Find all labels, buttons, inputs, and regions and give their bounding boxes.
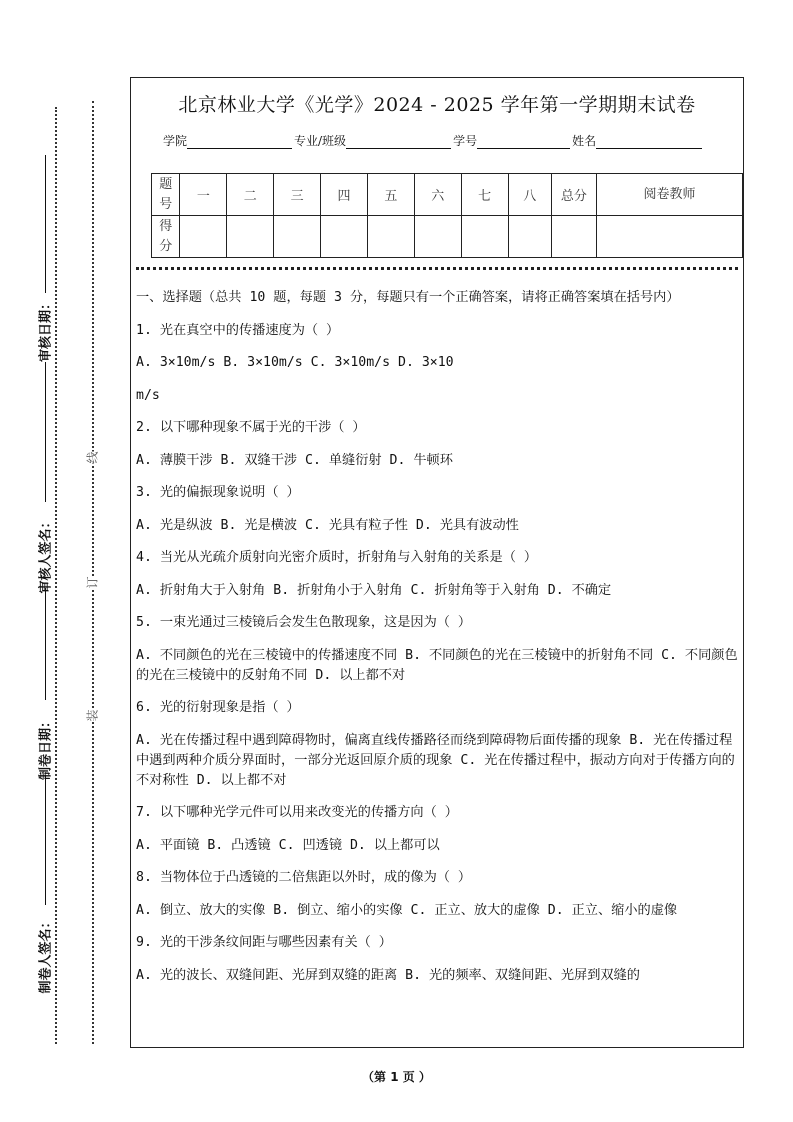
cut-dotted-line bbox=[92, 101, 94, 1044]
question-text: 8. 当物体位于凸透镜的二倍焦距以外时，成的像为（ ） bbox=[136, 870, 472, 885]
name-label: 姓名 bbox=[572, 134, 597, 148]
score-cell[interactable] bbox=[596, 216, 742, 258]
signature-line bbox=[45, 155, 46, 293]
review-date-label: 审核日期： bbox=[38, 297, 54, 363]
student-info-line bbox=[163, 132, 704, 149]
binding-dotted-line bbox=[55, 107, 57, 1044]
header-cell: 三 bbox=[274, 174, 321, 216]
score-cell[interactable] bbox=[180, 216, 227, 258]
question-options: A. 3×10m/s B. 3×10m/s C. 3×10m/s D. 3×10 bbox=[136, 355, 454, 370]
question-options: A. 薄膜干涉 B. 双缝干涉 C. 单缝衍射 D. 牛顿环 bbox=[136, 452, 453, 468]
cut-mark-mount: 装 bbox=[83, 709, 102, 721]
score-cell[interactable] bbox=[551, 216, 596, 258]
score-cell[interactable] bbox=[274, 216, 321, 258]
question-section bbox=[136, 288, 741, 986]
question-options: A. 不同颜色的光在三棱镜中的传播速度不同 B. 不同颜色的光在三棱镜中的折射角不同 C. 不同颜色的光在三棱镜中的反射角不同 D. 以上都不对 bbox=[136, 647, 738, 683]
score-cell[interactable] bbox=[227, 216, 274, 258]
question-text: 7. 以下哪种光学元件可以用来改变光的传播方向（ ） bbox=[136, 805, 458, 820]
header-cell: 五 bbox=[367, 174, 414, 216]
score-table-score-row bbox=[152, 216, 743, 258]
header-cell: 二 bbox=[227, 174, 274, 216]
major-class-label: 专业/班级 bbox=[294, 134, 347, 148]
question-text: 4. 当光从光疏介质射向光密介质时，折射角与入射角的关系是（ ） bbox=[136, 550, 538, 565]
name-field[interactable] bbox=[596, 136, 702, 149]
signature-line bbox=[45, 775, 46, 905]
header-cell: 阅卷教师 bbox=[596, 174, 742, 216]
question-options: A. 倒立、放大的实像 B. 倒立、缩小的实像 C. 正立、放大的虚像 D. 正立、缩小的虚像 bbox=[136, 902, 678, 918]
header-cell: 四 bbox=[321, 174, 368, 216]
score-cell[interactable] bbox=[508, 216, 551, 258]
cut-mark-line: 线 bbox=[83, 451, 102, 463]
cut-mark-bind: 订 bbox=[83, 576, 102, 588]
exam-title: 北京林业大学《光学》2024 - 2025 学年第一学期期末试卷 bbox=[178, 94, 696, 116]
question-options: A. 折射角大于入射角 B. 折射角小于入射角 C. 折射角等于入射角 D. 不确定 bbox=[136, 582, 612, 598]
question-text: 3. 光的偏振现象说明（ ） bbox=[136, 485, 300, 500]
question-text: 1. 光在真空中的传播速度为（ ） bbox=[136, 322, 340, 338]
binding-margin bbox=[0, 0, 130, 1122]
score-cell[interactable] bbox=[321, 216, 368, 258]
dotted-separator bbox=[136, 267, 738, 270]
signature-line bbox=[45, 362, 46, 502]
score-row-label: 得分 bbox=[152, 216, 180, 258]
question-options: A. 平面镜 B. 凸透镜 C. 凹透镜 D. 以上都可以 bbox=[136, 837, 440, 853]
question-options-continued: m/s bbox=[136, 387, 160, 403]
question-text: 5. 一束光通过三棱镜后会发生色散现象，这是因为（ ） bbox=[136, 615, 472, 630]
signature-line bbox=[45, 588, 46, 700]
header-cell: 一 bbox=[180, 174, 227, 216]
score-cell[interactable] bbox=[367, 216, 414, 258]
prep-date-label: 制卷日期： bbox=[38, 715, 54, 781]
reviewer-signature-label: 审核人签名： bbox=[38, 515, 54, 594]
question-options: A. 光的波长、双缝间距、光屏到双缝的距离 B. 光的频率、双缝间距、光屏到双缝的 bbox=[136, 967, 640, 983]
score-cell[interactable] bbox=[414, 216, 461, 258]
header-cell: 总分 bbox=[551, 174, 596, 216]
score-cell[interactable] bbox=[461, 216, 508, 258]
exam-frame bbox=[130, 77, 744, 1048]
preparer-signature-label: 制卷人签名： bbox=[38, 915, 54, 994]
header-cell: 六 bbox=[414, 174, 461, 216]
college-field[interactable] bbox=[187, 136, 292, 149]
header-cell: 题号 bbox=[152, 174, 180, 216]
header-cell: 七 bbox=[461, 174, 508, 216]
student-id-field[interactable] bbox=[477, 136, 570, 149]
question-text: 2. 以下哪种现象不属于光的干涉（ ） bbox=[136, 420, 366, 435]
page-number: （第 1 页 ） bbox=[362, 1070, 431, 1084]
student-id-label: 学号 bbox=[453, 134, 478, 148]
section-heading: 一、选择题（总共 10 题，每题 3 分，每题只有一个正确答案，请将正确答案填在括号内） bbox=[136, 290, 680, 305]
major-class-field[interactable] bbox=[346, 136, 451, 149]
header-cell: 八 bbox=[508, 174, 551, 216]
question-options: A. 光是纵波 B. 光是横波 C. 光具有粒子性 D. 光具有波动性 bbox=[136, 517, 519, 533]
score-table-header-row bbox=[152, 174, 743, 216]
score-table bbox=[151, 173, 743, 258]
college-label: 学院 bbox=[163, 134, 188, 148]
question-text: 6. 光的衍射现象是指（ ） bbox=[136, 700, 300, 715]
question-text: 9. 光的干涉条纹间距与哪些因素有关（ ） bbox=[136, 935, 392, 950]
question-options: A. 光在传播过程中遇到障碍物时，偏离直线传播路径而绕到障碍物后面传播的现象 B. 光在传播过程中遇到两种介质分界面时，一部分光返回原介质的现象 C. 光在传播过程中，振动方向对于传播方向的不对称性 D. 以上都不对 bbox=[136, 732, 735, 788]
